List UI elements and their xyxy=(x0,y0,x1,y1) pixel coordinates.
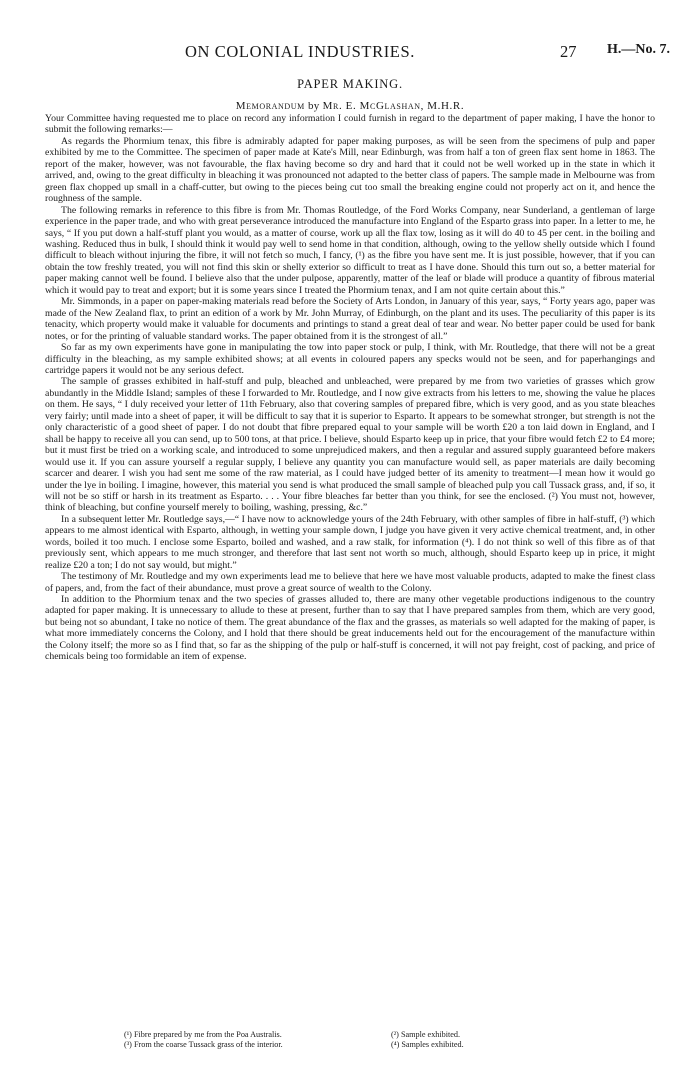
paragraph: In addition to the Phormium tenax and the two species of grasses alluded to, there are many other vegetable productions indigenous to the country adapted for paper making. It is unnecessary to allude to these at present, further than to say that I have prepared samples from them, which are very good, but being not so abundant, I take no notice of them. The great abundance of the flax and the grasses, as materials so well adapted for the making of paper, is what more immediately concerns the Colony, and I hold that there should be great inducements held out for the encouragement of the manufacture within the Colony itself; the more so as I find that, so far as the shipping of the pulp or half-stuff is concerned, it will not pay freight, cost of packing, and price of chemicals being too formidable an item of expense. xyxy=(45,594,655,663)
running-header xyxy=(0,42,700,64)
paragraph: The sample of grasses exhibited in half-stuff and pulp, bleached and unbleached, were prepared by me from two varieties of grasses which grow abundantly in the Middle Island; samples of these I forwarded to Mr. Routledge, and I now give extracts from his letters to me, showing the value he places on them. He says, “ I duly received your letter of 11th February, also that covering samples of prepared fibre, which is very good, and as you state bleaches very fairly; until made into a sheet of paper, it will be difficult to say that it is superior to Esparto. It appears to be somewhat stronger, but strength is not the only characteristic of a good sheet of paper. I do not doubt that fibre prepared equal to your sample will be worth £20 a ton laid down in England, and I shall be happy to receive all you can send, up to 500 tons, at that price. I believe, should Esparto keep up in price, that your fibre would fetch £2 to £4 more; but it must first be tried on a working scale, and introduced to some unprejudiced makers, and then a regular and assured supply guaranteed before makers would use it. If you can assure yourself a regular supply, I believe any quantity you can manufacture would sell, as paper materials are daily becoming scarcer and dearer. I wish you had sent me some of the raw material, as I could have judged better of its amenity to treatment—I mean how it would go under the lye in boiling. I imagine, however, this material you send is what produced the small sample of bleached pulp you call Tussack grass, and, if so, it will not be so stiff or harsh in its treatment as Esparto. . . . Your fibre bleaches far better than you think, for see the enclosed. (²) You must not, however, think of bleaching, but confine yourself merely to boiling, washing, pressing, &c.” xyxy=(45,376,655,514)
paragraph: So far as my own experiments have gone in manipulating the tow into paper stock or pulp, I think, with Mr. Routledge, that there will not be a great difficulty in the bleaching, as my sample exhibited shows; at all events in coloured papers any specks would not be seen, and for paperhangings and cartridge papers it would not be any serious defect. xyxy=(45,342,655,376)
memorandum-body xyxy=(45,113,655,663)
footnote: (³) From the coarse Tussack grass of the interior. xyxy=(124,1040,283,1049)
footnotes xyxy=(0,1030,700,1054)
footnote: (¹) Fibre prepared by me from the Poa Australis. xyxy=(124,1030,282,1039)
footnote: (⁴) Samples exhibited. xyxy=(391,1040,464,1049)
memorandum-heading xyxy=(0,100,700,112)
paragraph: The following remarks in reference to this fibre is from Mr. Thomas Routledge, of the Ford Works Company, near Sunderland, a gentleman of large experience in the paper trade, and who with great perseverance introduced the manufacture into England of the Esparto grass into paper. In a letter to me, he says, “ If you put down a half-stuff plant you would, as a matter of course, work up all the flax tow, losing as it will do 40 to 45 per cent. in the boiling and washing. Reduced thus in bulk, I should think it would pay well to send home in that condition, although, owing to the yellow shelly outside which I found difficult to bleach without injuring the fibre, it will not fetch so much, I fancy, (¹) as the fibre you have sent me. It is just possible, however, that if you can obtain the tow freshly treated, you will not find this skin or shelly exterior so difficult to treat as I have done. Should this turn out so, a better material for paper making cannot well be found. I believe also that the under pulpose, apparently, matter of the leaf or blade will produce a quantity of fibrous material which it would pay to treat and export; but it is some years since I treated the Phormium tenax, and I am not quite certain about this.” xyxy=(45,204,655,296)
paragraph: As regards the Phormium tenax, this fibre is admirably adapted for paper making purposes, as will be seen from the specimens of pulp and paper exhibited by me to the Committee. The specimen of paper made at Kate's Mill, near Edinburgh, was from half a ton of green flax sent home in 1863. The report of the maker, however, was not favourable, the flax having become so dry and hard that it could not be well worked up in the state in which it arrived, and, owing to the great difficulty in bleaching it was pronounced not adapted to the better class of papers. The sample made in Melbourne was from green flax chopped up small in a chaff-cutter, but owing to the pieces being cut too small the breaking engine could not properly act on it, and hence the roughness of the sample. xyxy=(45,135,655,205)
running-title: ON COLONIAL INDUSTRIES. xyxy=(185,42,415,61)
memorandum-author: Mr. E. McGlashan, M.H.R. xyxy=(322,100,465,112)
paragraph: In a subsequent letter Mr. Routledge says,—“ I have now to acknowledge yours of the 24th February, with other samples of fibre in half-stuff, (³) which appears to me almost identical with Esparto, although, in wetting your sample down, I judge you have given it very active chemical treatment, and, in other words, boiled it too much. I enclose some Esparto, boiled and washed, and a raw stalk, for information (⁴). I do not think so well of this fibre as of that previously sent, which appears to me much stronger, and therefore that last sent not worth so much, although, should Esparto keep up in price, it might realize £20 a ton; I do not say would, but might.” xyxy=(45,513,655,571)
document-reference: H.—No. 7. xyxy=(607,42,670,57)
memorandum-by: by xyxy=(307,100,320,112)
section-title: PAPER MAKING. xyxy=(297,77,403,91)
paragraph: Your Committee having requested me to place on record any information I could furnish in regard to the department of paper making, I have the honor to submit the following remarks:— xyxy=(45,113,655,136)
page-number: 27 xyxy=(560,42,577,61)
paragraph: The testimony of Mr. Routledge and my own experiments lead me to believe that here we have most valuable products, adapted to make the finest class of papers, and, from the fact of their abundance, must prove a great source of wealth to the Colony. xyxy=(45,571,655,594)
footnote: (²) Sample exhibited. xyxy=(391,1030,461,1039)
memorandum-label: Memorandum xyxy=(235,100,305,112)
paragraph: Mr. Simmonds, in a paper on paper-making materials read before the Society of Arts London, in January of this year, says, “ Forty years ago, paper was made of the New Zealand flax, to print an edition of a work by Mr. John Murray, of Edinburgh, on the plant and its uses. The peculiarity of this paper is its tenacity, which property would make it valuable for documents and printings to stand a great deal of tear and wear. No better paper could be used for bank notes, or for the printing of valuable standard works. The paper obtained from it is the strongest of all.” xyxy=(45,296,655,342)
